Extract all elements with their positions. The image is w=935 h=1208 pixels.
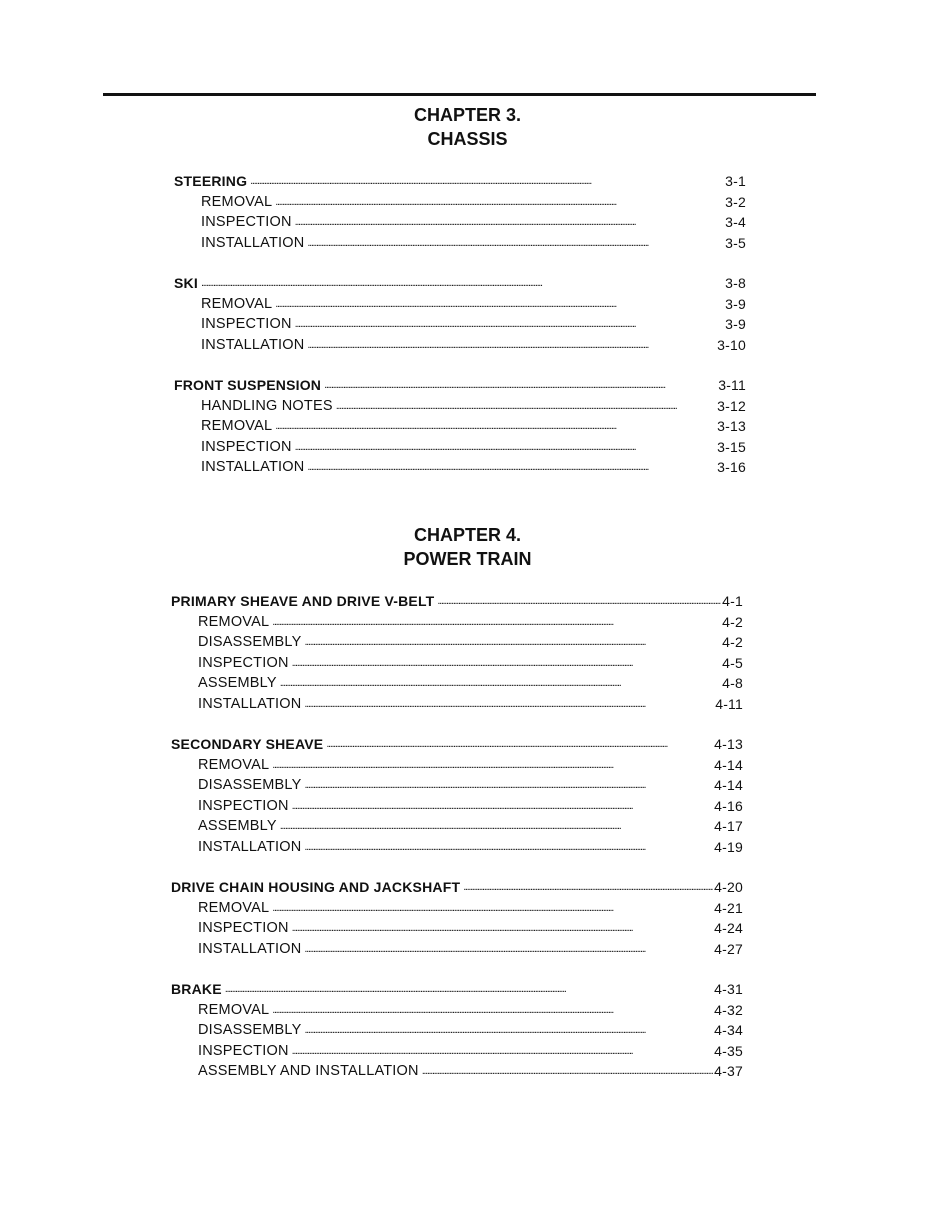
dot-leader (272, 1000, 713, 1021)
toc-item-label: REMOVAL (201, 295, 273, 312)
toc-heading[interactable] (174, 273, 746, 294)
toc-item[interactable] (171, 612, 743, 633)
toc-page-number: 3-9 (725, 295, 746, 312)
dot-leader (304, 939, 713, 960)
toc-page-number: 4-2 (722, 613, 743, 630)
toc-page-number: 4-17 (714, 818, 743, 834)
toc-item-label: INSTALLATION (198, 940, 302, 957)
toc-item-label: DISASSEMBLY (198, 1022, 302, 1038)
toc-page-number: 3-16 (717, 459, 746, 475)
section-gap (171, 959, 743, 979)
section-gap (171, 714, 743, 734)
toc-item[interactable] (171, 755, 743, 776)
toc-item-label: INSPECTION (198, 920, 289, 936)
dot-leader (295, 437, 717, 458)
toc-page-number: 4-14 (714, 756, 743, 773)
toc-item[interactable] (174, 335, 746, 356)
toc-item-label: INSPECTION (198, 1042, 289, 1059)
toc-heading-label: SKI (174, 275, 198, 291)
toc-item-label: INSTALLATION (201, 336, 305, 353)
dot-leader (280, 673, 721, 694)
toc-item-label: ASSEMBLY (198, 818, 277, 834)
toc-item[interactable] (171, 775, 743, 796)
toc-heading[interactable] (171, 734, 743, 755)
toc-item[interactable] (174, 437, 746, 458)
chapter-number: CHAPTER 3. (413, 105, 521, 125)
section-gap (171, 857, 743, 877)
toc-item-label: REMOVAL (198, 756, 270, 773)
toc-item[interactable] (174, 314, 746, 335)
dot-leader (307, 233, 724, 254)
dot-leader (463, 877, 713, 898)
toc-item[interactable] (171, 796, 743, 817)
toc-item[interactable] (171, 694, 743, 715)
toc-item-label: REMOVAL (198, 899, 270, 916)
toc-item[interactable] (171, 1000, 743, 1021)
chapter-4-toc (171, 591, 743, 1082)
toc-page-number: 3-8 (725, 275, 746, 291)
dot-leader (295, 212, 725, 233)
toc-item[interactable] (171, 632, 743, 653)
toc-item-label: ASSEMBLY (198, 675, 277, 691)
toc-page-number: 4-31 (714, 981, 743, 997)
toc-section-brake (171, 979, 743, 1082)
toc-page-number: 4-1 (722, 593, 743, 609)
section-gap (174, 253, 746, 273)
toc-item-label: REMOVAL (198, 1001, 270, 1018)
toc-heading[interactable] (174, 375, 746, 396)
section-gap (174, 355, 746, 375)
toc-section-ski (174, 273, 746, 355)
toc-item[interactable] (171, 673, 743, 694)
toc-page-number: 3-2 (725, 193, 746, 210)
toc-item-label: ASSEMBLY AND INSTALLATION (198, 1063, 419, 1079)
toc-heading-label: PRIMARY SHEAVE AND DRIVE V-BELT (171, 593, 435, 609)
toc-section-front-suspension (174, 375, 746, 478)
toc-item-label: INSTALLATION (198, 695, 302, 712)
dot-leader (272, 612, 721, 633)
toc-item[interactable] (171, 1061, 743, 1082)
toc-page-number: 3-15 (717, 438, 746, 455)
toc-page-number: 4-34 (714, 1022, 743, 1038)
toc-heading-label: BRAKE (171, 981, 222, 997)
toc-item-label: DISASSEMBLY (198, 634, 302, 650)
dot-leader (275, 294, 724, 315)
toc-item[interactable] (174, 396, 746, 417)
toc-page-number: 4-2 (722, 634, 743, 650)
toc-item-label: REMOVAL (201, 193, 273, 210)
toc-page-number: 4-16 (714, 797, 743, 814)
toc-item-label: REMOVAL (198, 613, 270, 630)
top-rule (103, 93, 816, 96)
toc-page-number: 3-4 (725, 214, 746, 230)
toc-item-label: INSPECTION (201, 316, 292, 332)
dot-leader (307, 335, 716, 356)
toc-page-number: 4-35 (714, 1042, 743, 1059)
toc-item[interactable] (171, 1020, 743, 1041)
dot-leader (201, 273, 724, 294)
toc-page-number: 3-9 (725, 316, 746, 332)
toc-section-primary-sheave (171, 591, 743, 714)
toc-page-number: 3-10 (717, 336, 746, 353)
toc-item-label: HANDLING NOTES (201, 397, 333, 414)
toc-page-number: 4-8 (722, 675, 743, 691)
toc-heading-label: DRIVE CHAIN HOUSING AND JACKSHAFT (171, 879, 461, 895)
toc-section-steering (174, 171, 746, 253)
dot-leader (295, 314, 725, 335)
dot-leader (304, 632, 721, 653)
dot-leader (275, 192, 724, 213)
dot-leader (280, 816, 713, 837)
toc-item[interactable] (174, 192, 746, 213)
chapter-3-heading (0, 103, 935, 151)
toc-item-label: REMOVAL (201, 418, 273, 434)
chapter-title: CHASSIS (427, 129, 508, 149)
toc-item-label: INSPECTION (201, 438, 292, 455)
toc-item-label: INSTALLATION (201, 234, 305, 251)
dot-leader (292, 918, 714, 939)
toc-item[interactable] (171, 918, 743, 939)
toc-item[interactable] (171, 837, 743, 858)
toc-heading[interactable] (171, 591, 743, 612)
toc-item[interactable] (174, 294, 746, 315)
dot-leader (250, 171, 724, 192)
dot-leader (272, 755, 713, 776)
toc-item[interactable] (171, 939, 743, 960)
toc-page-number: 4-37 (714, 1063, 743, 1079)
dot-leader (292, 653, 722, 674)
toc-page-number: 4-27 (714, 940, 743, 957)
toc-page-number: 4-14 (714, 777, 743, 793)
toc-item[interactable] (174, 233, 746, 254)
toc-item[interactable] (171, 653, 743, 674)
dot-leader (304, 694, 714, 715)
toc-heading-label: SECONDARY SHEAVE (171, 736, 324, 752)
toc-page-number: 3-1 (725, 173, 746, 189)
toc-item-label: INSPECTION (201, 214, 292, 230)
toc-item[interactable] (174, 212, 746, 233)
dot-leader (272, 898, 713, 919)
toc-section-secondary-sheave (171, 734, 743, 857)
toc-item-label: DISASSEMBLY (198, 777, 302, 793)
toc-page-number: 3-12 (717, 397, 746, 414)
toc-item[interactable] (171, 816, 743, 837)
toc-page-number: 3-13 (717, 418, 746, 434)
toc-page-number: 4-32 (714, 1001, 743, 1018)
dot-leader (292, 1041, 714, 1062)
toc-item-label: INSPECTION (198, 654, 289, 671)
chapter-number: CHAPTER 4. (413, 525, 521, 545)
dot-leader (336, 396, 716, 417)
toc-heading[interactable] (174, 171, 746, 192)
toc-item[interactable] (171, 1041, 743, 1062)
dot-leader (275, 416, 716, 437)
toc-page-number: 4-13 (714, 736, 743, 752)
toc-item[interactable] (171, 898, 743, 919)
chapter-3-toc (174, 171, 746, 478)
dot-leader (304, 837, 713, 858)
toc-item[interactable] (174, 416, 746, 437)
dot-leader (304, 775, 713, 796)
toc-item-label: INSPECTION (198, 797, 289, 814)
toc-item-label: INSTALLATION (201, 459, 305, 475)
toc-heading-label: FRONT SUSPENSION (174, 377, 322, 393)
toc-heading-label: STEERING (174, 173, 248, 189)
dot-leader (437, 591, 721, 612)
toc-page-number: 4-24 (714, 920, 743, 936)
dot-leader (304, 1020, 713, 1041)
toc-page-number: 4-11 (715, 695, 743, 712)
toc-page-number: 3-5 (725, 234, 746, 251)
toc-page-number: 3-11 (718, 377, 746, 393)
dot-leader (422, 1061, 713, 1082)
dot-leader (307, 457, 716, 478)
dot-leader (326, 734, 713, 755)
toc-page-number: 4-19 (714, 838, 743, 855)
dot-leader (324, 375, 717, 396)
chapter-title: POWER TRAIN (403, 549, 532, 569)
toc-page-number: 4-5 (722, 654, 743, 671)
toc-section-drive-chain-housing (171, 877, 743, 959)
dot-leader (225, 979, 713, 1000)
toc-page-number: 4-20 (714, 879, 743, 895)
toc-item[interactable] (174, 457, 746, 478)
toc-page-number: 4-21 (714, 899, 743, 916)
toc-heading[interactable] (171, 979, 743, 1000)
toc-heading[interactable] (171, 877, 743, 898)
chapter-4-heading (0, 523, 935, 571)
dot-leader (292, 796, 714, 817)
toc-item-label: INSTALLATION (198, 838, 302, 855)
